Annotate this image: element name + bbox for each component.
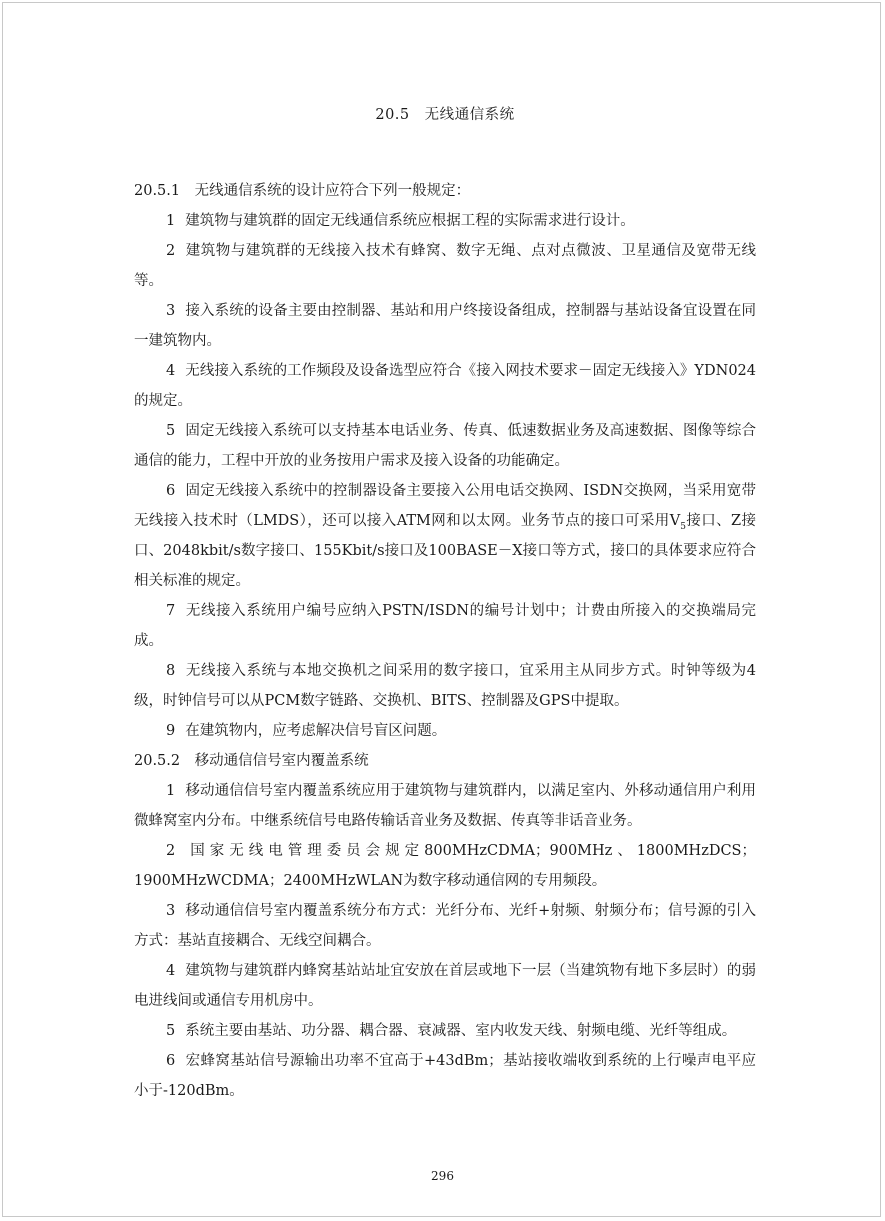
page-number: 296 — [431, 1169, 454, 1183]
clause-20-5-1-6 — [134, 476, 756, 596]
subscript: 5 — [680, 521, 686, 532]
clause-20-5-2-6 — [134, 1046, 756, 1106]
clause-text: 建筑物与建筑群内蜂窝基站站址宜安放在首层或地下一层（当建筑物有地下多层时）的弱电进线间或通信专用机房中。 — [134, 963, 756, 1009]
clause-text: 接入系统的设备主要由控制器、基站和用户终接设备组成，控制器与基站设备宜设置在同一建筑物内。 — [134, 303, 756, 349]
clause-text: 移动通信信号室内覆盖系统分布方式：光纤分布、光纤+射频、射频分布；信号源的引入方式：基站直接耦合、无线空间耦合。 — [134, 903, 756, 949]
section-title: 20.5 无线通信系统 — [375, 107, 515, 123]
clause-number: 4 — [166, 363, 176, 379]
clause-text: 国家无线电管理委员会规定800MHzCDMA；900MHz、1800MHzDCS；1900MHzWCDMA；2400MHzWLAN为数字移动通信网的专用频段。 — [134, 843, 756, 889]
clause-number: 6 — [166, 483, 176, 499]
section-heading-20-5-1: 20.5.1 无线通信系统的设计应符合下列一般规定： — [134, 183, 471, 199]
clause-20-5-1-7 — [134, 596, 756, 656]
clause-text: 建筑物与建筑群的固定无线通信系统应根据工程的实际需求进行设计。 — [185, 213, 635, 229]
clause-number: 2 — [166, 843, 176, 859]
clause-number: 9 — [166, 723, 176, 739]
clause-number: 3 — [166, 303, 176, 319]
clause-20-5-1-3 — [134, 296, 756, 356]
clause-text-continued: 接口、Z接口、2048kbit/s数字接口、155Kbit/s接口及100BASE－X接口等方式，接口的具体要求应符合相关标准的规定。 — [134, 513, 757, 589]
clause-20-5-1-9 — [134, 716, 756, 746]
clause-text: 固定无线接入系统可以支持基本电话业务、传真、低速数据业务及高速数据、图像等综合通信的能力，工程中开放的业务按用户需求及接入设备的功能确定。 — [134, 423, 756, 469]
section-heading-20-5-2: 20.5.2 移动通信信号室内覆盖系统 — [134, 753, 369, 769]
clause-20-5-1-2 — [134, 236, 756, 296]
clause-number: 8 — [166, 663, 176, 679]
clause-20-5-2-4 — [134, 956, 756, 1016]
clause-text: 移动通信信号室内覆盖系统应用于建筑物与建筑群内，以满足室内、外移动通信用户利用微蜂窝室内分布。中继系统信号电路传输话音业务及数据、传真等非话音业务。 — [134, 783, 756, 829]
clause-20-5-1-5 — [134, 416, 756, 476]
clause-text: 无线接入系统用户编号应纳入PSTN/ISDN的编号计划中；计费由所接入的交换端局完成。 — [134, 603, 756, 649]
clause-number: 5 — [166, 423, 176, 439]
clause-number: 2 — [166, 243, 176, 259]
clause-text: 系统主要由基站、功分器、耦合器、衰减器、室内收发天线、射频电缆、光纤等组成。 — [185, 1023, 737, 1039]
clause-text: 无线接入系统的工作频段及设备选型应符合《接入网技术要求－固定无线接入》YDN024的规定。 — [134, 363, 756, 409]
clause-20-5-2-2 — [134, 836, 756, 896]
clause-number: 3 — [166, 903, 176, 919]
clause-number: 1 — [166, 213, 176, 229]
document-body — [134, 100, 756, 1106]
clause-20-5-1-1 — [134, 206, 756, 236]
clause-number: 4 — [166, 963, 176, 979]
clause-20-5-2-3 — [134, 896, 756, 956]
clause-text: 固定无线接入系统中的控制器设备主要接入公用电话交换网、ISDN交换网，当采用宽带无线接入技术时（LMDS），还可以接入ATM网和以太网。业务节点的接口可采用V — [134, 483, 756, 529]
clause-20-5-2-1 — [134, 776, 756, 836]
clause-20-5-1-8 — [134, 656, 756, 716]
clause-text: 无线接入系统与本地交换机之间采用的数字接口，宜采用主从同步方式。时钟等级为4级，时钟信号可以从PCM数字链路、交换机、BITS、控制器及GPS中提取。 — [134, 663, 756, 709]
clause-number: 6 — [166, 1053, 176, 1069]
clause-number: 1 — [166, 783, 176, 799]
clause-text: 建筑物与建筑群的无线接入技术有蜂窝、数字无绳、点对点微波、卫星通信及宽带无线等。 — [134, 243, 756, 289]
clause-text: 在建筑物内，应考虑解决信号盲区问题。 — [185, 723, 447, 739]
clause-number: 7 — [166, 603, 176, 619]
clause-text: 宏蜂窝基站信号源输出功率不宜高于+43dBm；基站接收端收到系统的上行噪声电平应小于-120dBm。 — [134, 1053, 756, 1099]
clause-20-5-2-5 — [134, 1016, 756, 1046]
clause-20-5-1-4 — [134, 356, 756, 416]
clause-number: 5 — [166, 1023, 176, 1039]
